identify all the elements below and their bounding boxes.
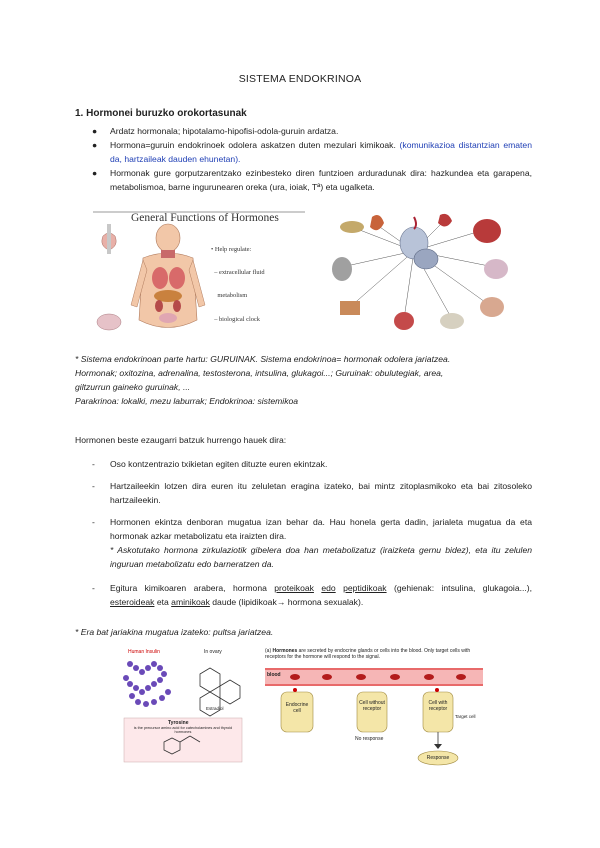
function-item: – extracellular fluid — [211, 268, 265, 276]
dash-icon: - — [92, 459, 95, 469]
bullet-text: Hormonak gure gorputzarentzako ezinbesteko diren funtzioen arduradunak dira: hazkundea eta garapena, metabolismoa, barne ingurunearen oreka (ura, ioiak, Tª) eta ugalketa. — [110, 168, 532, 192]
dash-item — [92, 457, 532, 471]
label-endocrine-cell: Endocrine cell — [285, 702, 309, 714]
note-line: Hormonak; oxitozina, adrenalina, testosterona, intsulina, glukagoi...; Guruinak: obulutegiak, area, — [75, 368, 444, 378]
bullet-icon: ● — [92, 126, 98, 136]
section-heading: 1. Hormonei buruzko orokortasunak — [75, 108, 247, 119]
function-item: • Help regulate: — [211, 245, 252, 253]
bullet-text: Hormona=guruin endokrinoek odolera askatzen duten mezulari kimikoak. — [110, 140, 396, 150]
function-item: metabolism — [211, 292, 248, 300]
general-functions-figure — [93, 210, 305, 338]
bullet-item — [92, 138, 532, 166]
dash-text: Hartzaileekin lotzen dira euren itu zeluletan eragina izateko, bai mintz zitoplasmikoko eta bai zitosoleko hartzaileekin. — [110, 481, 532, 505]
note-block-2: * Era bat jariakina mugatua izateko: pultsa jariatzea. — [75, 627, 274, 637]
dash-icon: - — [92, 517, 95, 527]
endocrine-glands-figure — [322, 207, 512, 335]
note-line: * Sistema endokrinoan parte hartu: GURUINAK. Sistema endokrinoa= hormonak odolera jariatzea. — [75, 354, 451, 364]
dash-text: Hormonen ekintza denboran mugatua izan behar da. Hau honela gerta dadin, jarialeta mugatua da eta hormonak azkar metabolizatu eta iraizten dira. — [110, 517, 532, 541]
hormone-secretion-figure — [265, 646, 483, 768]
label-no-response: No response — [355, 736, 384, 742]
paragraph-intro: Hormonen beste ezaugarri batzuk hurrengo hauek dira: — [75, 435, 287, 445]
label-blood: blood — [267, 672, 281, 678]
bullet-text: Ardatz hormonala; hipotalamo-hipofisi-odola-guruin ardatza. — [110, 126, 339, 136]
dash-icon: - — [92, 481, 95, 491]
dash-item — [92, 479, 532, 507]
label-cell-without: Cell without receptor — [359, 700, 385, 712]
label-ovary: In ovary — [204, 649, 222, 655]
secretion-caption: (a) Hormones are secreted by endocrine glands or cells into the blood. Only target cells with receptors for the hormone will respond to the signal. — [265, 648, 471, 660]
dash-text: Egitura kimikoaren arabera, hormona proteikoak edo peptidikoak (gehienak: intsulina, glukagoia...), esteroideak eta aminikoak daude (lipidikoak→ hormona sexualak). — [110, 583, 533, 607]
structures-illustration — [118, 646, 248, 764]
note-block-1 — [75, 352, 530, 408]
note-line: giltzurrun gaineko guruinak, ... — [75, 382, 191, 392]
dash-icon: - — [92, 583, 95, 593]
bullet-item — [92, 166, 532, 194]
label-target-cell: Target cell — [455, 714, 476, 719]
label-cell-with: Cell with receptor — [428, 700, 448, 712]
bullet-note: (komunikazioa distantzian ematen da, hartzaileak dauden ehunetan). — [110, 140, 532, 164]
dash-item — [92, 515, 532, 571]
document-title: SISTEMA ENDOKRINOA — [238, 73, 362, 85]
glands-illustration — [322, 207, 512, 335]
figure-title: General Functions of Hormones — [131, 212, 279, 224]
label-estradiol: Estradiol — [206, 706, 224, 711]
bullet-item — [92, 124, 532, 138]
dash-item — [92, 581, 532, 609]
functions-list — [211, 230, 281, 338]
note-line: Parakrinoa: lokalki, mezu laburrak; Endokrinoa: sistemikoa — [75, 396, 299, 406]
dash-note: * Askotutako hormona zirkulaziotik gibelera doa han metabolizatuz (iraizketa gernu bidez), eta itu zelulen inguruan metabolizatu edo barneratzen da. — [110, 545, 532, 569]
bullet-icon: ● — [92, 168, 98, 178]
dash-text: Oso kontzentrazio txikietan egiten dituzte euren ekintzak. — [110, 459, 328, 469]
bullet-icon: ● — [92, 140, 98, 150]
hormone-structures-figure — [118, 646, 248, 764]
function-item: – biological clock — [211, 315, 260, 323]
label-human-insulin: Human Insulin — [128, 649, 160, 655]
label-tyrosine: Tyrosine — [168, 720, 189, 726]
tyrosine-description: is the precursor amino acid for catecholamines and thyroid hormones — [133, 726, 233, 734]
label-response: Response — [426, 755, 450, 761]
